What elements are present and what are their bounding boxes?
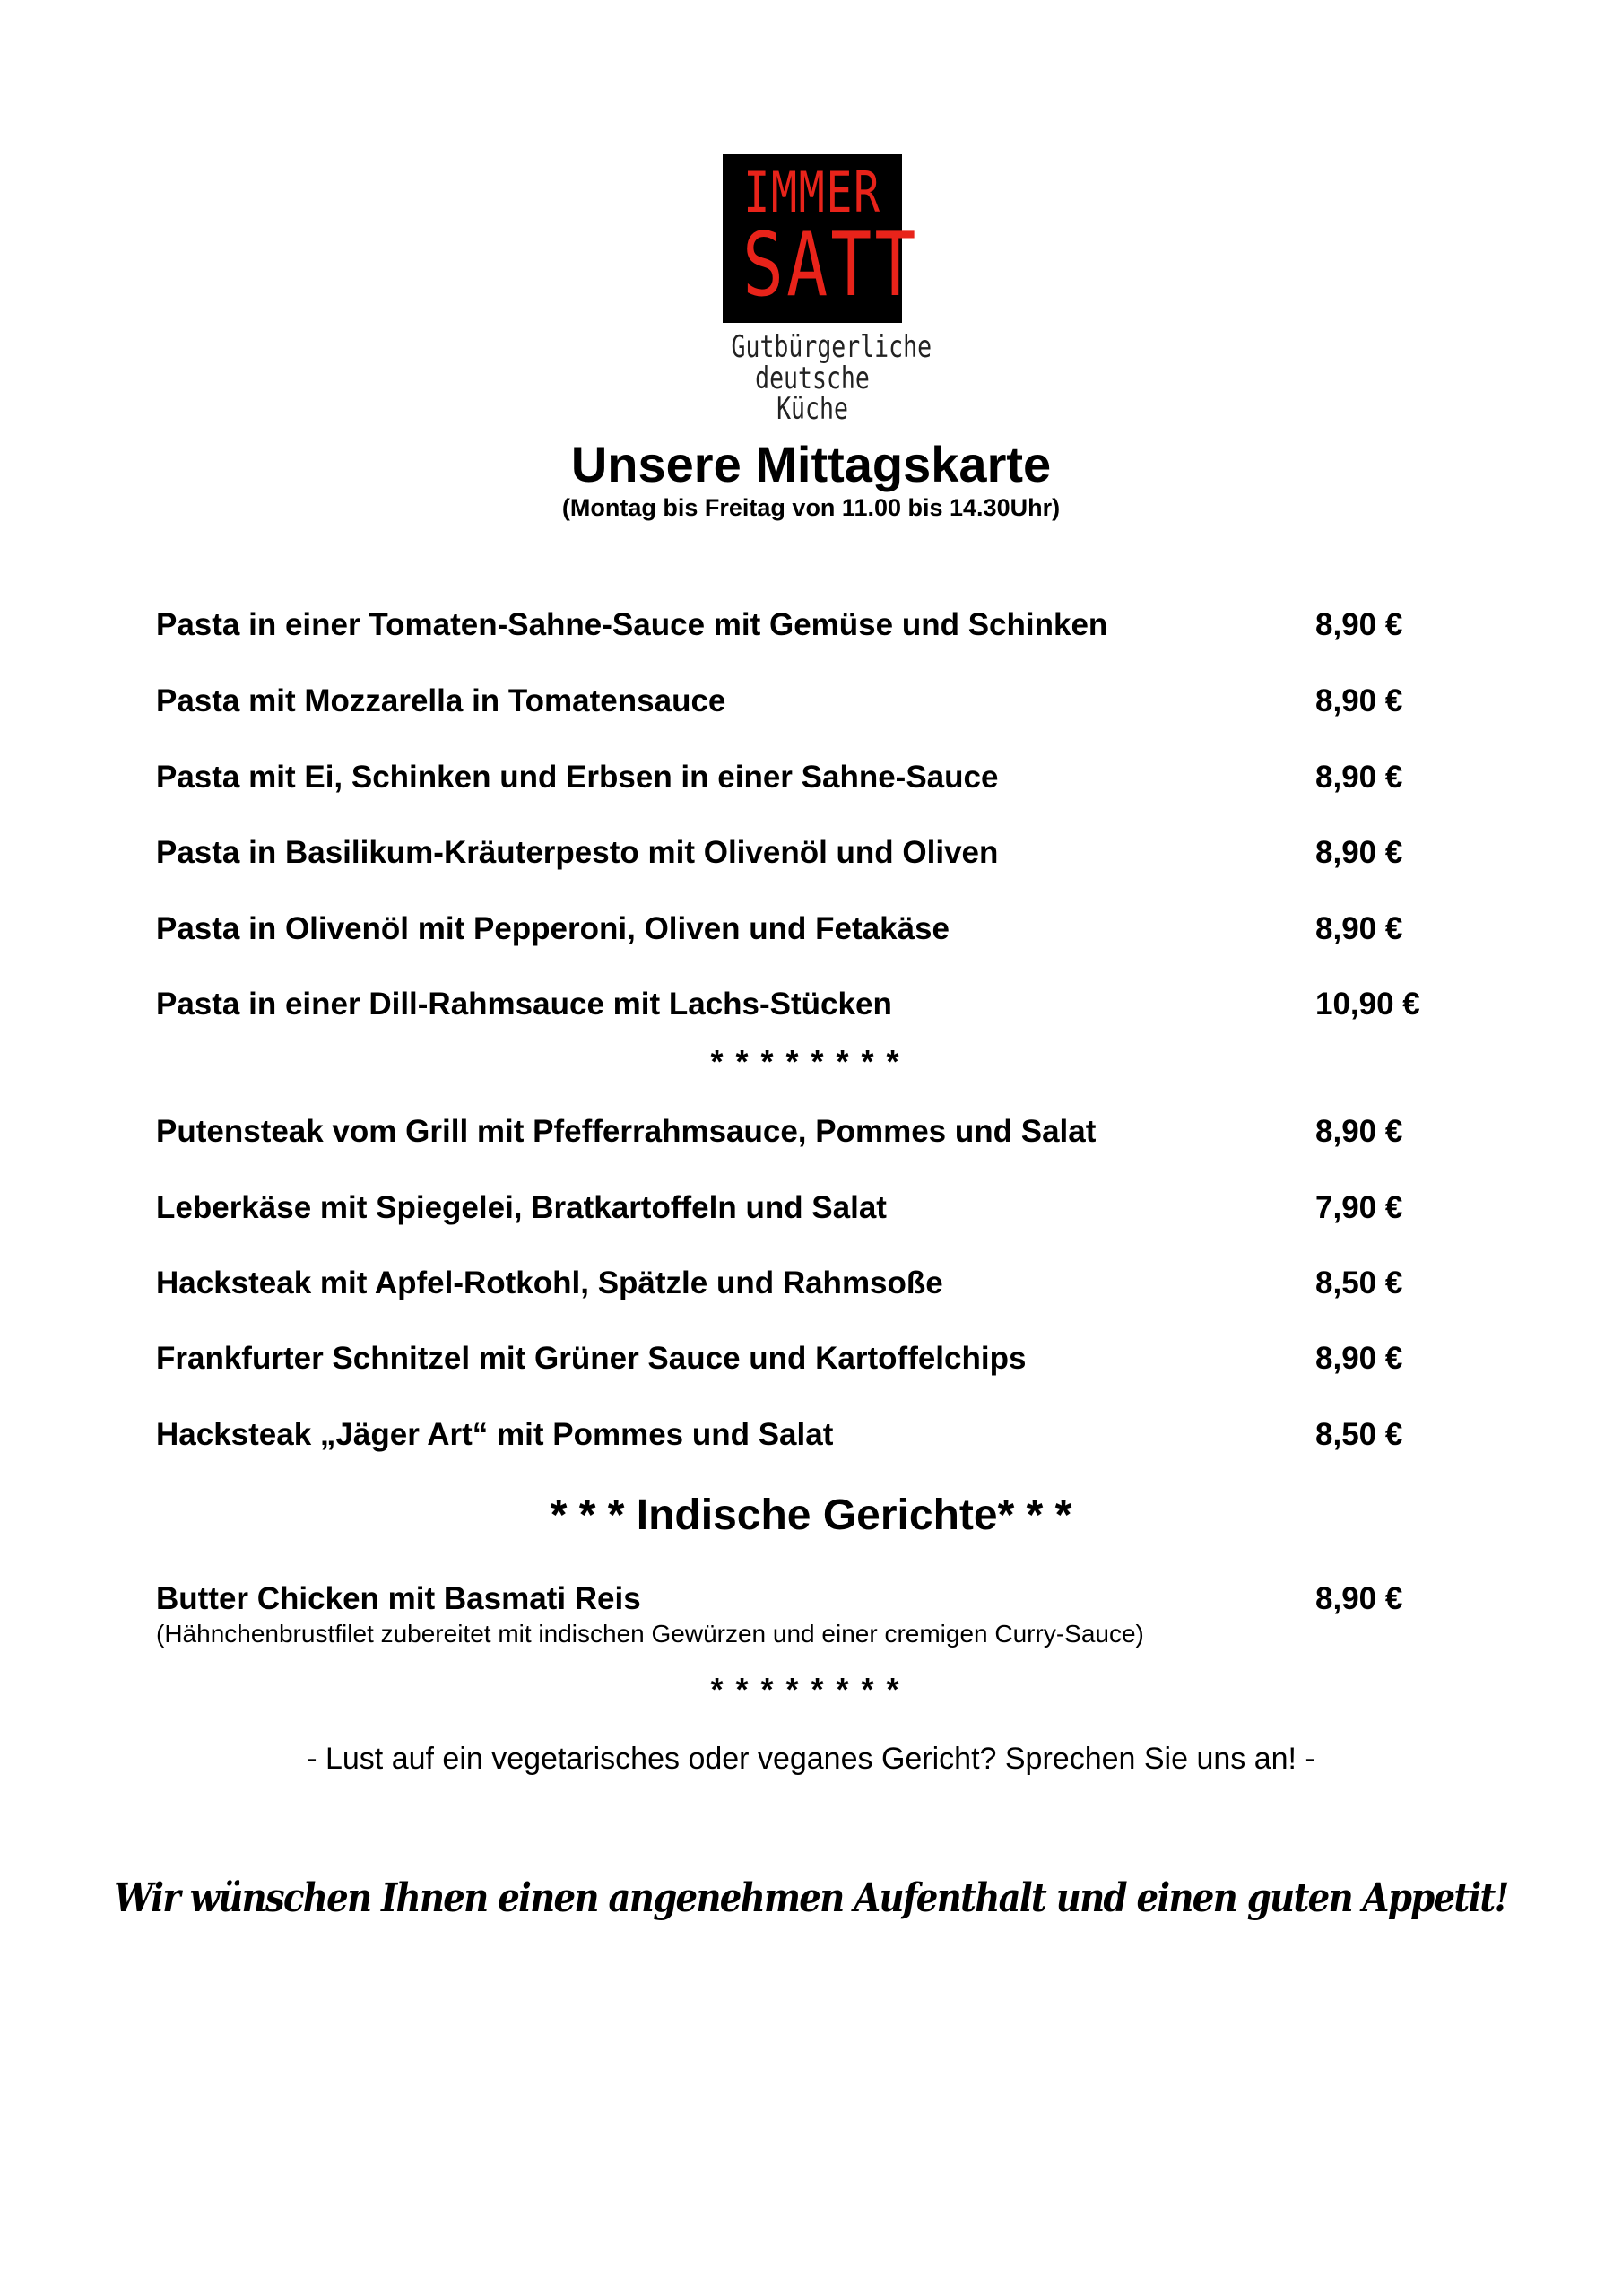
- dish-price: 8,50 €: [1315, 1417, 1403, 1452]
- dish-price: 8,90 €: [1315, 607, 1403, 642]
- menu-item: [156, 758, 1483, 797]
- star-divider: ********: [710, 1671, 912, 1708]
- menu-item: [156, 1264, 1483, 1303]
- dish-price: 8,90 €: [1315, 1581, 1403, 1616]
- dish-price: 8,90 €: [1315, 835, 1403, 870]
- dish-price: 7,90 €: [1315, 1190, 1403, 1225]
- dish-name: Putensteak vom Grill mit Pfefferrahmsauce, Pommes und Salat: [156, 1114, 1097, 1149]
- star-divider: ********: [710, 1043, 912, 1080]
- dish-name: Hacksteak „Jäger Art“ mit Pommes und Salat: [156, 1417, 834, 1452]
- dish-price: 8,90 €: [1315, 683, 1403, 718]
- dish-name: Pasta mit Ei, Schinken und Erbsen in einer Sahne-Sauce: [156, 760, 999, 795]
- closing-message: Wir wünschen Ihnen einen angenehmen Aufenthalt und einen guten Appetit!: [114, 1875, 1508, 1921]
- page-title: Unsere Mittagskarte: [570, 436, 1052, 492]
- dish-name: Pasta in Basilikum-Kräuterpesto mit Olivenöl und Oliven: [156, 835, 999, 870]
- dish-price: 8,90 €: [1315, 1341, 1403, 1376]
- opening-hours: (Montag bis Freitag von 11.00 bis 14.30Uhr): [561, 494, 1061, 521]
- dish-name: Pasta mit Mozzarella in Tomatensauce: [156, 683, 726, 718]
- dish-price: 8,90 €: [1315, 1114, 1403, 1149]
- logo-tagline-1: Gutbürgerliche: [731, 329, 932, 365]
- menu-item: [156, 1579, 1483, 1648]
- menu-item: [156, 1112, 1483, 1152]
- logo: [723, 154, 919, 323]
- logo-text-satt: SATT: [742, 214, 919, 317]
- dish-description: (Hähnchenbrustfilet zubereitet mit indischen Gewürzen und einer cremigen Curry-Sauce): [156, 1620, 1144, 1648]
- menu-item: [156, 833, 1483, 873]
- dish-price: 8,90 €: [1315, 760, 1403, 795]
- menu-item: [156, 1339, 1483, 1378]
- dish-name: Pasta in einer Dill-Rahmsauce mit Lachs-Stücken: [156, 987, 892, 1022]
- dish-name: Pasta in Olivenöl mit Pepperoni, Oliven und Fetakäse: [156, 911, 950, 946]
- vegetarian-note: - Lust auf ein vegetarisches oder veganes Gericht? Sprechen Sie uns an! -: [307, 1742, 1315, 1776]
- dish-name: Hacksteak mit Apfel-Rotkohl, Spätzle und Rahmsoße: [156, 1265, 943, 1300]
- menu-item: [156, 682, 1483, 721]
- menu-item: [156, 1188, 1483, 1228]
- dish-name: Butter Chicken mit Basmati Reis: [156, 1581, 641, 1616]
- menu-item: [156, 909, 1483, 949]
- dish-name: Leberkäse mit Spiegelei, Bratkartoffeln und Salat: [156, 1190, 887, 1225]
- dish-price: 8,90 €: [1315, 911, 1403, 946]
- dish-price: 8,50 €: [1315, 1265, 1403, 1300]
- menu-item: [156, 605, 1483, 645]
- dish-name: Frankfurter Schnitzel mit Grüner Sauce und Kartoffelchips: [156, 1341, 1027, 1376]
- section-heading-indian: * * * Indische Gerichte* * *: [550, 1492, 1072, 1539]
- menu-item: [156, 985, 1483, 1024]
- logo-text-immer: IMMER: [743, 160, 881, 225]
- dish-name: Pasta in einer Tomaten-Sahne-Sauce mit Gemüse und Schinken: [156, 607, 1108, 642]
- dish-price: 10,90 €: [1315, 987, 1420, 1022]
- menu-item: [156, 1415, 1483, 1455]
- logo-tagline-2: deutsche Küche: [755, 361, 870, 427]
